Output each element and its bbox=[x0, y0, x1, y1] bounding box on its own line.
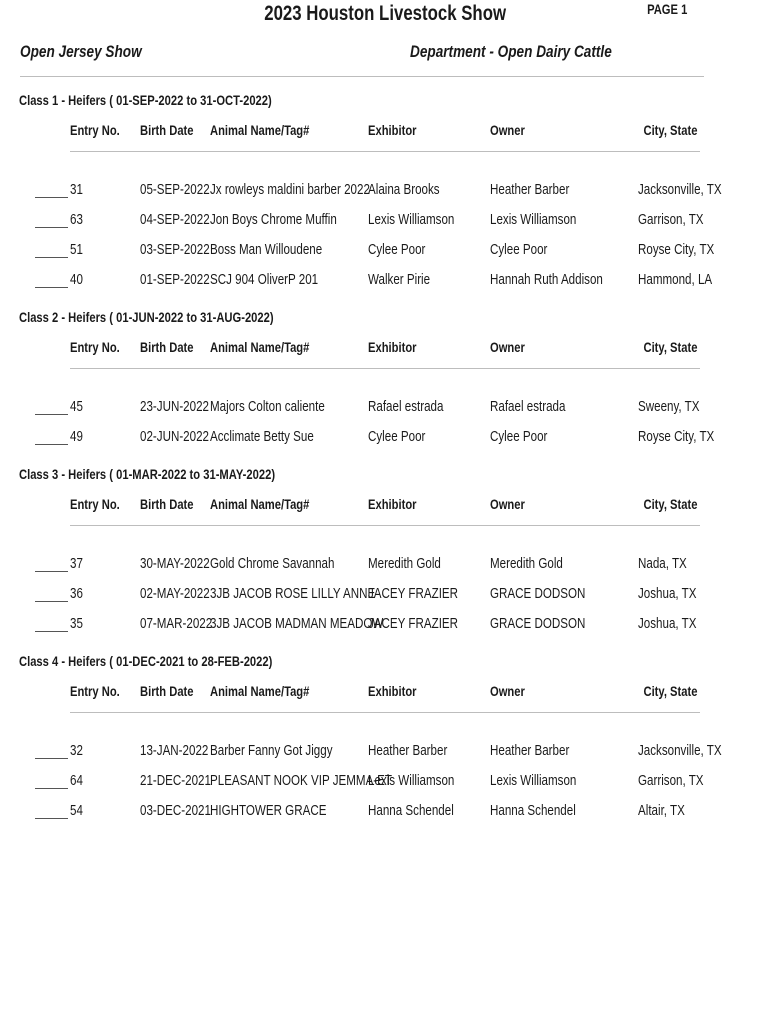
city-state: Jacksonville, TX bbox=[638, 743, 722, 759]
owner-name: GRACE DODSON bbox=[490, 586, 586, 602]
entry-number: 40 bbox=[70, 272, 83, 288]
exhibitor-name: Cylee Poor bbox=[368, 429, 426, 445]
table-row bbox=[0, 272, 770, 292]
col-header-entry-no: Entry No. bbox=[70, 339, 120, 355]
col-header-birth-date: Birth Date bbox=[140, 683, 194, 699]
animal-name: PLEASANT NOOK VIP JEMMA-ET bbox=[210, 773, 392, 789]
table-row bbox=[0, 182, 770, 202]
animal-name: Acclimate Betty Sue bbox=[210, 429, 314, 445]
class-title: Class 1 - Heifers ( 01-SEP-2022 to 31-OCT-2022) bbox=[19, 92, 272, 108]
owner-name: Heather Barber bbox=[490, 743, 570, 759]
header-divider bbox=[20, 76, 704, 77]
table-row bbox=[0, 556, 770, 576]
col-header-animal-name: Animal Name/Tag# bbox=[210, 122, 310, 138]
table-row bbox=[0, 743, 770, 763]
owner-name: Cylee Poor bbox=[490, 429, 548, 445]
city-state: Garrison, TX bbox=[638, 212, 704, 228]
owner-name: Meredith Gold bbox=[490, 556, 563, 572]
table-row bbox=[0, 773, 770, 793]
animal-name: Barber Fanny Got Jiggy bbox=[210, 743, 333, 759]
entry-number: 45 bbox=[70, 399, 83, 415]
placing-blank-line bbox=[35, 197, 68, 198]
placing-blank-line bbox=[35, 571, 68, 572]
col-header-city-state: City, State bbox=[643, 496, 697, 512]
birth-date: 30-MAY-2022 bbox=[140, 556, 210, 572]
department-name: Department - Open Dairy Cattle bbox=[410, 42, 612, 61]
placing-blank-line bbox=[35, 818, 68, 819]
col-header-owner: Owner bbox=[490, 339, 525, 355]
exhibitor-name: JACEY FRAZIER bbox=[368, 586, 459, 602]
placing-blank-line bbox=[35, 601, 68, 602]
city-state: Royse City, TX bbox=[638, 242, 715, 258]
col-header-entry-no: Entry No. bbox=[70, 122, 120, 138]
entry-number: 63 bbox=[70, 212, 83, 228]
birth-date: 02-MAY-2022 bbox=[140, 586, 210, 602]
placing-blank-line bbox=[35, 444, 68, 445]
entry-number: 54 bbox=[70, 803, 83, 819]
placing-blank-line bbox=[35, 631, 68, 632]
placing-blank-line bbox=[35, 257, 68, 258]
animal-name: 3JB JACOB ROSE LILLY ANNE bbox=[210, 586, 376, 602]
birth-date: 23-JUN-2022 bbox=[140, 399, 209, 415]
exhibitor-name: Meredith Gold bbox=[368, 556, 441, 572]
table-row bbox=[0, 399, 770, 419]
page-number: PAGE 1 bbox=[646, 1, 687, 17]
owner-name: Lexis Williamson bbox=[490, 773, 577, 789]
birth-date: 04-SEP-2022 bbox=[140, 212, 210, 228]
header-underline bbox=[70, 151, 700, 152]
owner-name: Cylee Poor bbox=[490, 242, 548, 258]
col-header-exhibitor: Exhibitor bbox=[368, 683, 417, 699]
animal-name: SCJ 904 OliverP 201 bbox=[210, 272, 319, 288]
col-header-entry-no: Entry No. bbox=[70, 683, 120, 699]
col-header-city-state: City, State bbox=[643, 339, 697, 355]
placing-blank-line bbox=[35, 788, 68, 789]
owner-name: Rafael estrada bbox=[490, 399, 566, 415]
exhibitor-name: Lexis Williamson bbox=[368, 212, 455, 228]
class-title: Class 3 - Heifers ( 01-MAR-2022 to 31-MAY-2022) bbox=[19, 466, 276, 482]
animal-name: 3JB JACOB MADMAN MEADOW bbox=[210, 616, 384, 632]
city-state: Altair, TX bbox=[638, 803, 685, 819]
birth-date: 13-JAN-2022 bbox=[140, 743, 209, 759]
entry-number: 51 bbox=[70, 242, 83, 258]
entry-number: 32 bbox=[70, 743, 83, 759]
exhibitor-name: Cylee Poor bbox=[368, 242, 426, 258]
animal-name: HIGHTOWER GRACE bbox=[210, 803, 327, 819]
entry-number: 37 bbox=[70, 556, 83, 572]
table-row bbox=[0, 242, 770, 262]
city-state: Garrison, TX bbox=[638, 773, 704, 789]
city-state: Nada, TX bbox=[638, 556, 687, 572]
exhibitor-name: Heather Barber bbox=[368, 743, 448, 759]
animal-name: Jon Boys Chrome Muffin bbox=[210, 212, 337, 228]
class-title: Class 4 - Heifers ( 01-DEC-2021 to 28-FEB-2022) bbox=[19, 653, 273, 669]
city-state: Jacksonville, TX bbox=[638, 182, 722, 198]
birth-date: 02-JUN-2022 bbox=[140, 429, 209, 445]
col-header-exhibitor: Exhibitor bbox=[368, 122, 417, 138]
owner-name: GRACE DODSON bbox=[490, 616, 586, 632]
exhibitor-name: JACEY FRAZIER bbox=[368, 616, 459, 632]
table-row bbox=[0, 429, 770, 449]
birth-date: 07-MAR-2022 bbox=[140, 616, 213, 632]
exhibitor-name: Rafael estrada bbox=[368, 399, 444, 415]
entry-number: 64 bbox=[70, 773, 83, 789]
header-underline bbox=[70, 525, 700, 526]
col-header-entry-no: Entry No. bbox=[70, 496, 120, 512]
city-state: Joshua, TX bbox=[638, 586, 697, 602]
city-state: Hammond, LA bbox=[638, 272, 713, 288]
header-underline bbox=[70, 368, 700, 369]
entry-number: 49 bbox=[70, 429, 83, 445]
birth-date: 01-SEP-2022 bbox=[140, 272, 210, 288]
col-header-birth-date: Birth Date bbox=[140, 122, 194, 138]
col-header-animal-name: Animal Name/Tag# bbox=[210, 339, 310, 355]
report-title: 2023 Houston Livestock Show bbox=[264, 2, 506, 25]
class-title: Class 2 - Heifers ( 01-JUN-2022 to 31-AUG-2022) bbox=[19, 309, 274, 325]
city-state: Joshua, TX bbox=[638, 616, 697, 632]
placing-blank-line bbox=[35, 414, 68, 415]
col-header-birth-date: Birth Date bbox=[140, 496, 194, 512]
city-state: Sweeny, TX bbox=[638, 399, 700, 415]
table-row bbox=[0, 616, 770, 636]
header-underline bbox=[70, 712, 700, 713]
owner-name: Hannah Ruth Addison bbox=[490, 272, 603, 288]
col-header-animal-name: Animal Name/Tag# bbox=[210, 683, 310, 699]
placing-blank-line bbox=[35, 758, 68, 759]
col-header-exhibitor: Exhibitor bbox=[368, 496, 417, 512]
birth-date: 03-DEC-2021 bbox=[140, 803, 211, 819]
city-state: Royse City, TX bbox=[638, 429, 715, 445]
col-header-city-state: City, State bbox=[643, 122, 697, 138]
animal-name: Boss Man Willoudene bbox=[210, 242, 323, 258]
exhibitor-name: Hanna Schendel bbox=[368, 803, 454, 819]
animal-name: Jx rowleys maldini barber 2022 bbox=[210, 182, 370, 198]
entry-number: 36 bbox=[70, 586, 83, 602]
exhibitor-name: Alaina Brooks bbox=[368, 182, 440, 198]
col-header-owner: Owner bbox=[490, 122, 525, 138]
animal-name: Gold Chrome Savannah bbox=[210, 556, 335, 572]
owner-name: Lexis Williamson bbox=[490, 212, 577, 228]
placing-blank-line bbox=[35, 287, 68, 288]
col-header-animal-name: Animal Name/Tag# bbox=[210, 496, 310, 512]
birth-date: 05-SEP-2022 bbox=[140, 182, 210, 198]
entry-number: 35 bbox=[70, 616, 83, 632]
owner-name: Hanna Schendel bbox=[490, 803, 576, 819]
col-header-birth-date: Birth Date bbox=[140, 339, 194, 355]
table-row bbox=[0, 212, 770, 232]
show-name: Open Jersey Show bbox=[20, 42, 142, 61]
table-row bbox=[0, 803, 770, 823]
placing-blank-line bbox=[35, 227, 68, 228]
exhibitor-name: Lexis Williamson bbox=[368, 773, 455, 789]
birth-date: 21-DEC-2021 bbox=[140, 773, 211, 789]
col-header-owner: Owner bbox=[490, 496, 525, 512]
entry-number: 31 bbox=[70, 182, 83, 198]
exhibitor-name: Walker Pirie bbox=[368, 272, 431, 288]
animal-name: Majors Colton caliente bbox=[210, 399, 325, 415]
col-header-city-state: City, State bbox=[643, 683, 697, 699]
col-header-owner: Owner bbox=[490, 683, 525, 699]
birth-date: 03-SEP-2022 bbox=[140, 242, 210, 258]
col-header-exhibitor: Exhibitor bbox=[368, 339, 417, 355]
table-row bbox=[0, 586, 770, 606]
owner-name: Heather Barber bbox=[490, 182, 570, 198]
